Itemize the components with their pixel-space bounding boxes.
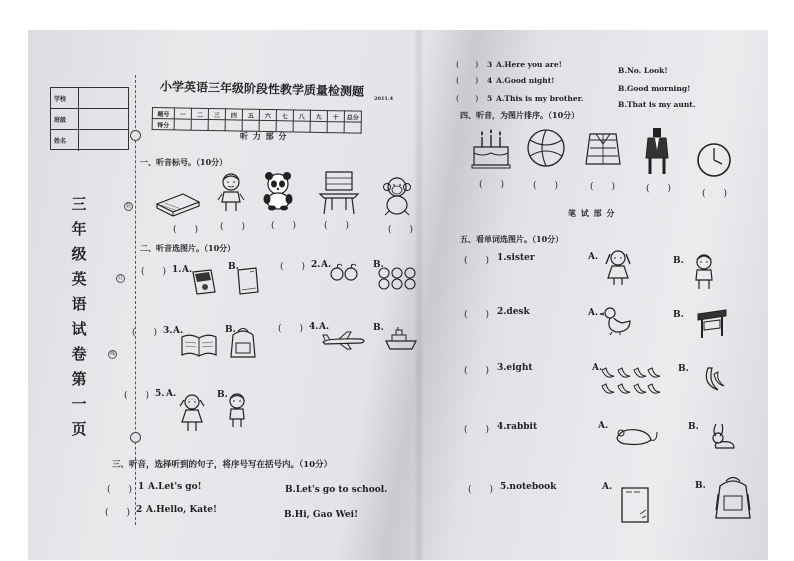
option-b-label: B. — [228, 262, 239, 272]
option-b-label: B. — [678, 364, 689, 374]
chair-icon — [318, 170, 360, 214]
sentence-option-b: B.No. Look! — [618, 66, 668, 75]
sentence-option-b: B.Hi, Gao Wei! — [284, 510, 359, 520]
option-a-label: A. — [319, 322, 330, 332]
option-b-label: B. — [673, 310, 684, 320]
score-cell[interactable] — [310, 121, 327, 132]
score-cell[interactable] — [208, 119, 225, 130]
word-item: 3.eight — [497, 363, 533, 373]
word-item: 2.desk — [497, 307, 530, 317]
option-b-label: B. — [373, 260, 384, 270]
answer-blank[interactable]: ( ) — [456, 94, 479, 103]
score-cell[interactable] — [191, 119, 208, 130]
sentence-option-a: A.Hello, Kate! — [146, 505, 217, 515]
word-item: 4.rabbit — [497, 422, 538, 432]
option-b-label: B. — [688, 422, 699, 432]
score-row-label: 得分 — [152, 119, 174, 130]
duck-icon — [602, 305, 632, 335]
score-table-header-cell: 四 — [225, 109, 242, 120]
item-number: 1 — [138, 482, 145, 492]
listening-header: 听 力 部 分 — [240, 131, 288, 141]
score-table-header-cell: 总分 — [344, 111, 361, 122]
sentence-option-a: A.This is my brother. — [496, 94, 584, 103]
option-a-label: A. — [588, 252, 599, 262]
class-label: 班级 — [51, 109, 79, 129]
score-table — [152, 107, 362, 134]
option-a-label: A. — [588, 308, 599, 318]
boy-icon — [225, 392, 249, 428]
man-in-suit-icon — [642, 128, 672, 176]
sentence-option-a: A.Good night! — [496, 76, 555, 85]
answer-blank[interactable]: ( ) — [173, 225, 199, 235]
answer-blank[interactable]: ( ) — [105, 508, 131, 518]
score-table-header-cell: 题号 — [152, 108, 174, 119]
answer-blank[interactable]: ( ) — [464, 256, 490, 266]
notebook-icon — [234, 266, 260, 296]
answer-blank[interactable]: ( ) — [324, 221, 350, 231]
birthday-cake-icon — [470, 127, 512, 169]
score-cell[interactable] — [327, 122, 344, 133]
binding-hole — [130, 130, 141, 141]
binding-mark: 订 — [117, 275, 123, 281]
option-a-label: A. — [173, 326, 184, 336]
score-cell[interactable] — [174, 119, 191, 130]
score-cell[interactable] — [293, 121, 310, 132]
answer-blank[interactable]: ( ) — [533, 181, 559, 191]
student-info-box — [50, 87, 129, 150]
answer-blank[interactable]: ( ) — [468, 485, 494, 495]
score-table-header-cell: 五 — [242, 109, 259, 120]
answer-blank[interactable]: ( ) — [464, 310, 490, 320]
item-number: 2 — [136, 505, 143, 515]
answer-blank[interactable]: ( ) — [456, 76, 479, 85]
word-item: 1.sister — [497, 253, 535, 263]
option-a-label: A. — [166, 389, 177, 399]
monkey-icon — [381, 175, 413, 215]
item-number: 5. — [155, 389, 165, 399]
score-table-header-cell: 七 — [276, 110, 293, 121]
sentence-option-a: A.Here you are! — [496, 60, 562, 69]
girl-icon — [604, 248, 632, 286]
exam-date: 2011.4 — [374, 96, 394, 102]
answer-blank[interactable]: ( ) — [220, 222, 246, 232]
option-b-label: B. — [217, 390, 228, 400]
side-title: 三年级英语试卷第一页 — [71, 195, 87, 438]
girl-icon — [178, 392, 206, 432]
clock-icon — [696, 142, 732, 178]
binding-hole — [130, 432, 141, 443]
item-number: 2. — [311, 260, 321, 270]
answer-blank[interactable]: ( ) — [141, 267, 167, 277]
answer-blank[interactable]: ( ) — [590, 182, 616, 192]
answer-blank[interactable]: ( ) — [702, 189, 728, 199]
rabbit-icon — [708, 422, 736, 450]
sentence-option-b: B.Good morning! — [618, 84, 691, 93]
score-table-header-cell: 八 — [293, 110, 310, 121]
answer-blank[interactable]: ( ) — [479, 180, 505, 190]
banana-icon — [702, 366, 724, 392]
score-cell[interactable] — [259, 120, 276, 131]
score-cell[interactable] — [242, 120, 259, 131]
desk-icon — [696, 308, 728, 340]
answer-blank[interactable]: ( ) — [464, 366, 490, 376]
name-label: 姓名 — [51, 130, 79, 151]
writing-header: 笔 试 部 分 — [568, 208, 616, 218]
option-a-label: A. — [321, 260, 332, 270]
boy-icon — [690, 252, 718, 290]
binding-mark: 线 — [109, 351, 115, 357]
notebook-icon — [620, 486, 650, 524]
option-b-label: B. — [225, 325, 236, 335]
section1-title: 一、听音标号。（10分） — [140, 157, 228, 167]
airplane-icon — [321, 332, 367, 350]
item-number: 4 — [487, 76, 493, 85]
answer-blank[interactable]: ( ) — [124, 391, 150, 401]
two-apples-icon — [330, 262, 358, 282]
answer-blank[interactable]: ( ) — [388, 225, 414, 235]
exam-photo — [28, 30, 768, 560]
answer-blank[interactable]: ( ) — [464, 425, 490, 435]
answer-blank[interactable]: ( ) — [278, 324, 304, 334]
item-number: 1. — [172, 265, 182, 275]
option-b-label: B. — [695, 481, 706, 491]
open-book-icon — [180, 333, 218, 359]
schoolbag-icon — [228, 327, 258, 359]
answer-blank[interactable]: ( ) — [456, 60, 479, 69]
eight-bananas-icon — [600, 366, 662, 398]
answer-blank[interactable]: ( ) — [280, 262, 306, 272]
item-number: 3. — [163, 326, 173, 336]
score-table-header-cell: 十 — [327, 111, 344, 122]
answer-blank[interactable]: ( ) — [646, 184, 672, 194]
score-cell[interactable] — [225, 120, 242, 131]
jacket-icon — [584, 130, 622, 168]
book-icon — [155, 190, 201, 216]
option-a-label: A. — [182, 265, 193, 275]
option-b-label: B. — [373, 323, 384, 333]
binding-mark: 装 — [125, 203, 131, 209]
section5-title: 五、看单词选图片。（10分） — [460, 234, 564, 244]
schoolbag-icon — [714, 476, 752, 520]
score-cell[interactable] — [344, 122, 361, 133]
word-item: 5.notebook — [500, 482, 557, 492]
ball-icon — [526, 128, 566, 168]
option-a-label: A. — [598, 421, 609, 431]
item-number: 3 — [487, 60, 493, 69]
item-number: 4. — [309, 322, 319, 332]
section2-title: 二、听音选图片。（10分） — [140, 243, 236, 253]
option-a-label: A. — [592, 363, 603, 373]
section3-title: 三、听音，选择听到的句子，将序号写在括号内。（10分） — [112, 460, 333, 470]
ship-icon — [384, 327, 418, 351]
section4-title: 四、听音，为图片排序。（10分） — [460, 110, 580, 120]
score-table-header-cell: 二 — [191, 108, 208, 119]
sentence-option-b: B.That is my aunt. — [618, 100, 696, 109]
page-spine — [414, 30, 424, 560]
item-number: 5 — [487, 94, 493, 103]
score-table-header-cell: 九 — [310, 110, 327, 121]
score-table-header-cell: 一 — [174, 108, 191, 119]
answer-blank[interactable]: ( ) — [107, 485, 133, 495]
sentence-option-a: A.Let's go! — [148, 482, 202, 492]
score-table-header-cell: 三 — [208, 108, 225, 119]
panda-icon — [258, 170, 298, 210]
score-table-header-cell: 六 — [259, 109, 276, 120]
boy-icon — [218, 172, 244, 212]
option-a-label: A. — [602, 482, 613, 492]
answer-blank[interactable]: ( ) — [271, 221, 297, 231]
sentence-option-b: B.Let's go to school. — [285, 485, 388, 495]
english-book-icon — [191, 268, 217, 296]
answer-blank[interactable]: ( ) — [132, 328, 158, 338]
exam-title: 小学英语三年级阶段性教学质量检测题 — [159, 79, 365, 99]
five-apples-icon — [376, 265, 418, 291]
school-label: 学校 — [51, 88, 79, 108]
mouse-icon — [613, 424, 659, 448]
option-b-label: B. — [673, 256, 684, 266]
